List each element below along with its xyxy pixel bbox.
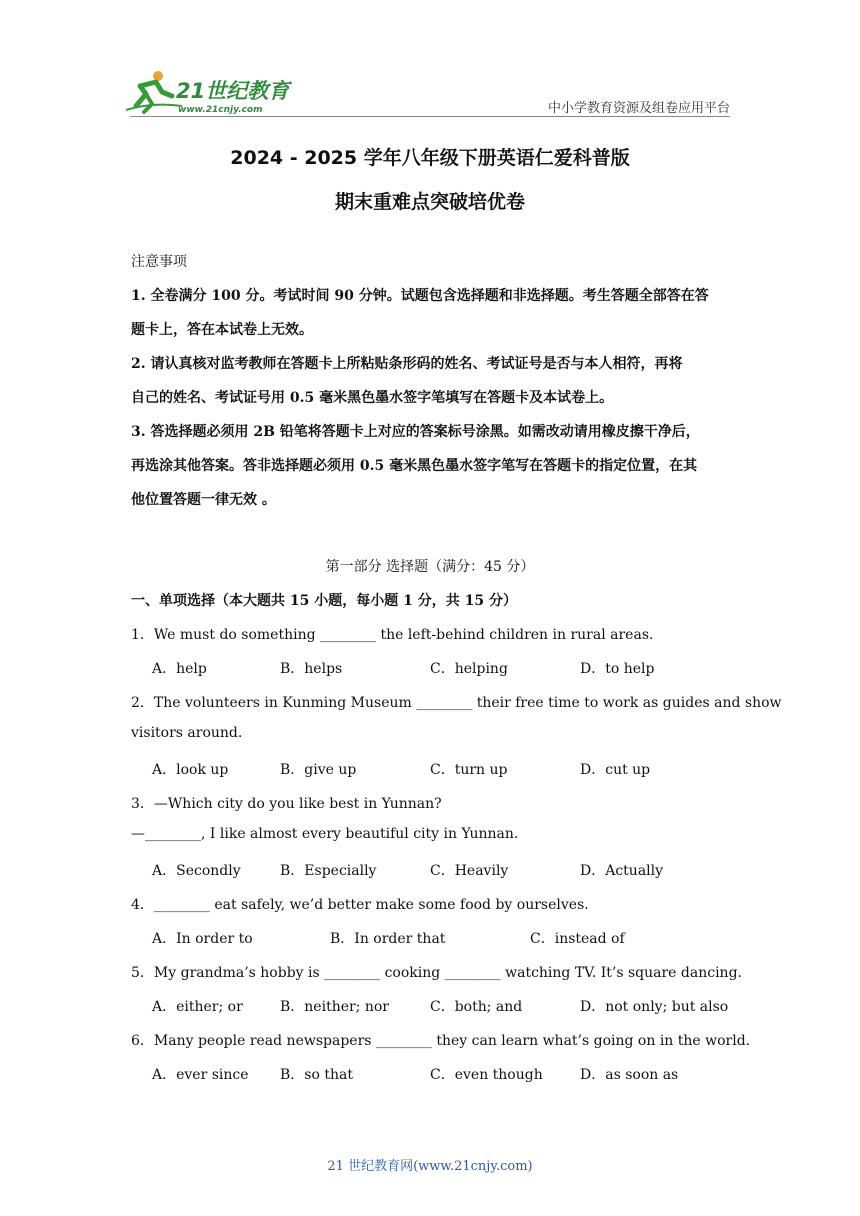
notice-line: 1. 全卷满分 100 分。考试时间 90 分钟。试题包含选择题和非选择题。考生答题全部答在答 <box>131 288 709 304</box>
option-a: A．Secondly <box>152 863 241 879</box>
notice-line: 他位置答题一律无效 。 <box>131 492 276 508</box>
page-subtitle: 期末重难点突破培优卷 <box>334 191 525 213</box>
option-d: D．Actually <box>580 863 664 879</box>
option-d: D．not only; but also <box>580 999 729 1015</box>
question-stem: 4．________ eat safely, we’d better make some food by ourselves. <box>131 897 589 913</box>
notice-line: 题卡上，答在本试卷上无效。 <box>131 322 313 338</box>
logo-url: www.21cnjy.com <box>178 105 263 115</box>
option-b: B．helps <box>280 661 343 677</box>
option-b: B．In order that <box>330 931 446 947</box>
platform-label: 中小学教育资源及组卷应用平台 <box>547 101 730 116</box>
option-d: D．to help <box>580 661 655 677</box>
option-c: C．instead of <box>530 931 625 947</box>
option-b: B．Especially <box>280 863 377 879</box>
notice-line: 2. 请认真核对监考教师在答题卡上所粘贴条形码的姓名、考试证号是否与本人相符，再将 <box>131 356 683 372</box>
option-d: D．cut up <box>580 762 651 778</box>
option-a: A．either; or <box>152 999 243 1015</box>
option-c: C．turn up <box>430 762 508 778</box>
option-a: A．look up <box>152 762 229 778</box>
question-stem-cont: visitors around. <box>131 725 243 741</box>
part-heading: 第一部分 选择题（满分：45 分） <box>325 559 535 575</box>
logo-text: 21世纪教育 <box>176 79 290 103</box>
question-stem: 5．My grandma’s hobby is ________ cooking ________ watching TV. It’s square dancing. <box>131 965 742 981</box>
option-a: A．In order to <box>152 931 253 947</box>
option-c: C．even though <box>430 1067 543 1083</box>
option-c: C．Heavily <box>430 863 509 879</box>
option-d: D．as soon as <box>580 1067 679 1083</box>
question-stem: 2．The volunteers in Kunming Museum ________ their free time to work as guides and show <box>131 695 782 711</box>
option-b: B．give up <box>280 762 357 778</box>
notice-line: 再选涂其他答案。答非选择题必须用 0.5 毫米黑色墨水签字笔写在答题卡的指定位置，在其 <box>131 458 698 474</box>
question-stem-cont: —________, I like almost every beautiful city in Yunnan. <box>131 826 519 842</box>
notice-line: 3. 答选择题必须用 2B 铅笔将答题卡上对应的答案标号涂黑。如需改动请用橡皮擦干净后， <box>131 424 700 440</box>
question-stem: 3．—Which city do you like best in Yunnan? <box>131 796 442 812</box>
option-a: A．help <box>152 661 207 677</box>
section-heading: 一、单项选择（本大题共 15 小题，每小题 1 分，共 15 分） <box>131 593 517 609</box>
question-stem: 6．Many people read newspapers ________ they can learn what’s going on in the world. <box>131 1033 751 1049</box>
notice-line: 自己的姓名、考试证号用 0.5 毫米黑色墨水签字笔填写在答题卡及本试卷上。 <box>131 390 614 406</box>
header-divider <box>130 116 730 117</box>
option-a: A．ever since <box>152 1067 249 1083</box>
footer-link[interactable]: 21 世纪教育网(www.21cnjy.com) <box>327 1159 533 1174</box>
page-title: 2024 - 2025 学年八年级下册英语仁爱科普版 <box>230 147 630 169</box>
notice-heading: 注意事项 <box>131 254 187 270</box>
option-b: B．so that <box>280 1067 353 1083</box>
option-b: B．neither; nor <box>280 999 389 1015</box>
logo <box>122 68 292 116</box>
page-header <box>0 0 860 120</box>
question-stem: 1．We must do something ________ the left-behind children in rural areas. <box>131 627 654 643</box>
option-c: C．both; and <box>430 999 523 1015</box>
option-c: C．helping <box>430 661 508 677</box>
runner-icon <box>126 71 182 112</box>
